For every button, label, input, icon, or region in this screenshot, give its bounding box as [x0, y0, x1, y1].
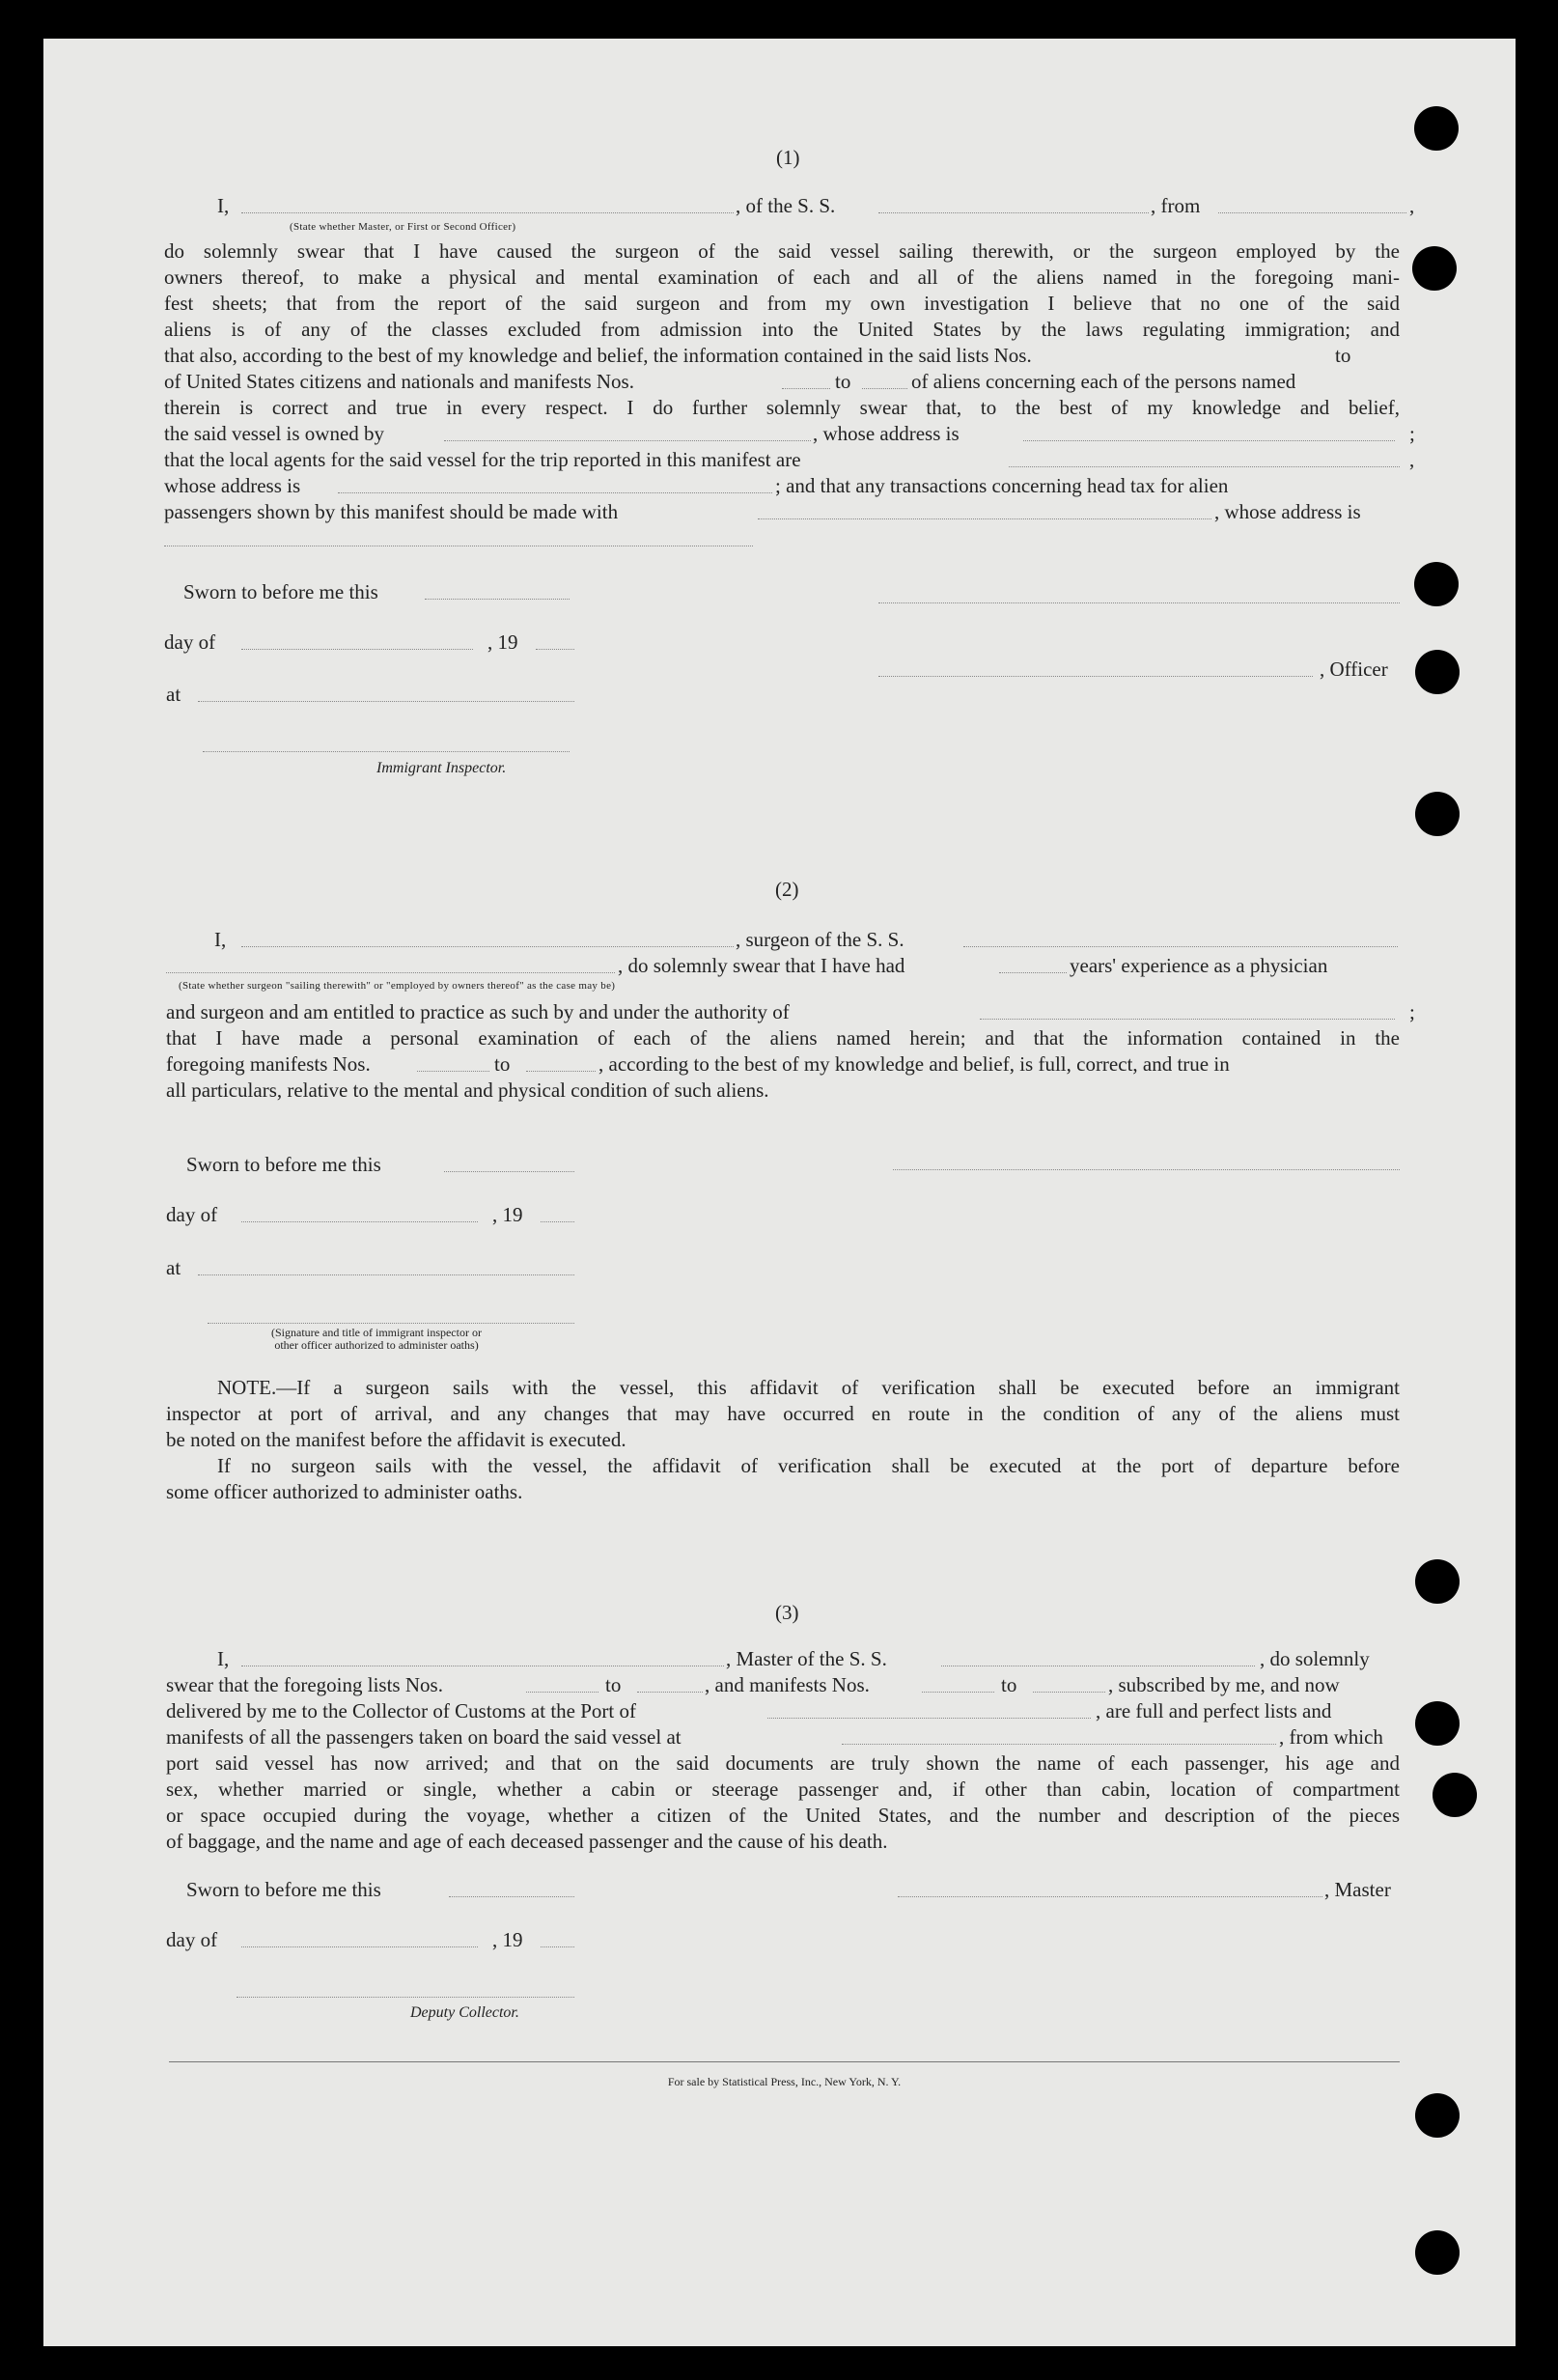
footer-rule	[169, 2061, 1400, 2062]
text-line: I,	[217, 194, 230, 217]
text-line: Sworn to before me this	[183, 580, 378, 603]
blank-line	[878, 212, 1149, 213]
text-line: day of	[166, 1203, 218, 1226]
note-line: be noted on the manifest before the affidavit is executed.	[166, 1428, 626, 1451]
signature-caption: (Signature and title of immigrant inspector or	[271, 1326, 482, 1339]
blank-line	[862, 388, 907, 389]
text-line: , 19	[492, 1203, 523, 1226]
text-line: therein is correct and true in every respect. I do further solemnly swear that, to the best of my knowledge and belief,	[164, 396, 1400, 419]
text-line: ,	[1409, 194, 1415, 217]
signature-line	[203, 751, 570, 752]
instruction-note: (State whether Master, or First or Second Officer)	[290, 221, 516, 233]
text-line: , of the S. S.	[736, 194, 836, 217]
signature-line	[893, 1169, 1400, 1170]
punch-hole	[1415, 650, 1460, 694]
printer-imprint: For sale by Statistical Press, Inc., New York, N. Y.	[667, 2075, 902, 2088]
text-line: at	[166, 683, 181, 706]
punch-hole	[1412, 246, 1457, 291]
text-line: ,	[1409, 448, 1415, 471]
blank-line	[444, 440, 811, 441]
blank-line	[338, 492, 772, 493]
text-line: , whose address is	[1214, 500, 1361, 523]
blank-line	[425, 599, 570, 600]
text-line: , whose address is	[813, 422, 960, 445]
blank-line	[1218, 212, 1406, 213]
blank-line	[878, 602, 1400, 603]
collector-label: Deputy Collector.	[410, 2004, 519, 2021]
blank-line	[1009, 466, 1400, 467]
instruction-note: (State whether surgeon "sailing therewith" or "employed by owners thereof" as the case may be)	[179, 980, 616, 992]
text-line: or space occupied during the voyage, whether a citizen of the United States, and the number and description of the pieces	[166, 1804, 1400, 1827]
text-line: to	[1335, 344, 1351, 367]
text-line: , Master of the S. S.	[726, 1647, 887, 1670]
blank-line	[842, 1744, 1276, 1745]
text-line: , 19	[492, 1928, 523, 1951]
text-line: delivered by me to the Collector of Customs at the Port of	[166, 1699, 636, 1722]
text-line: aliens is of any of the classes excluded from admission into the United States by the laws regulating immigration; and	[164, 318, 1400, 341]
text-line: to	[1001, 1673, 1017, 1696]
text-line: day of	[166, 1928, 218, 1951]
blank-line	[541, 1221, 574, 1222]
text-line: passengers shown by this manifest should be made with	[164, 500, 619, 523]
text-line: owners thereof, to make a physical and mental examination of each and all of the aliens named in the foregoing mani-	[164, 266, 1400, 289]
blank-line	[241, 1946, 478, 1947]
blank-line	[241, 946, 734, 947]
text-line: , are full and perfect lists and	[1096, 1699, 1332, 1722]
text-line: that the local agents for the said vessel for the trip reported in this manifest are	[164, 448, 801, 471]
section-number: (3)	[775, 1601, 799, 1624]
text-line: day of	[164, 630, 216, 654]
text-line: I,	[214, 928, 227, 951]
text-line: Sworn to before me this	[186, 1153, 381, 1176]
punch-hole	[1415, 2230, 1460, 2275]
text-line: swear that the foregoing lists Nos.	[166, 1673, 443, 1696]
blank-line	[526, 1692, 598, 1693]
text-line: Sworn to before me this	[186, 1878, 381, 1901]
note-line: some officer authorized to administer oaths.	[166, 1480, 523, 1503]
text-line: , Officer	[1320, 658, 1388, 681]
text-line: port said vessel has now arrived; and that on the said documents are truly shown the name of each passenger, his age and	[166, 1751, 1400, 1775]
blank-line	[980, 1019, 1395, 1020]
blank-line	[1023, 440, 1395, 441]
punch-hole	[1433, 1773, 1477, 1817]
text-line: at	[166, 1256, 181, 1279]
blank-line	[922, 1692, 994, 1693]
text-line: to	[835, 370, 851, 393]
signature-line	[208, 1323, 574, 1324]
text-line: whose address is	[164, 474, 301, 497]
text-line: I,	[217, 1647, 230, 1670]
blank-line	[526, 1071, 596, 1072]
text-line: ;	[1409, 1000, 1415, 1023]
blank-line	[417, 1071, 489, 1072]
blank-line	[767, 1718, 1091, 1719]
blank-line	[198, 1274, 574, 1275]
text-line: ;	[1409, 422, 1415, 445]
blank-line	[637, 1692, 703, 1693]
text-line: , and manifests Nos.	[705, 1673, 870, 1696]
blank-line	[536, 649, 574, 650]
section-number: (1)	[776, 146, 800, 169]
blank-line	[1033, 1692, 1105, 1693]
text-line: foregoing manifests Nos.	[166, 1052, 371, 1076]
text-line: of baggage, and the name and age of each deceased passenger and the cause of his death.	[166, 1830, 888, 1853]
signature-line	[898, 1896, 1322, 1897]
text-line: , Master	[1324, 1878, 1391, 1901]
inspector-label: Immigrant Inspector.	[376, 760, 507, 776]
text-line: , from	[1151, 194, 1201, 217]
note-line: If no surgeon sails with the vessel, the affidavit of verification shall be executed at the port of departure before	[217, 1454, 1400, 1477]
punch-hole	[1415, 2093, 1460, 2138]
text-line: that also, according to the best of my knowledge and belief, the information contained in the said lists Nos.	[164, 344, 1032, 367]
text-line: , according to the best of my knowledge and belief, is full, correct, and true in	[598, 1052, 1230, 1076]
text-line: , 19	[487, 630, 518, 654]
blank-line	[241, 1221, 478, 1222]
text-line: manifests of all the passengers taken on board the said vessel at	[166, 1725, 682, 1749]
text-line: fest sheets; that from the report of the said surgeon and from my own investigation I believe that no one of the said	[164, 292, 1400, 315]
punch-hole	[1415, 792, 1460, 836]
punch-hole	[1415, 1559, 1460, 1604]
blank-line	[241, 649, 473, 650]
blank-line	[541, 1946, 574, 1947]
blank-line	[782, 388, 830, 389]
text-line: , do solemnly	[1260, 1647, 1370, 1670]
signature-caption: other officer authorized to administer oaths)	[274, 1338, 479, 1352]
blank-line	[758, 518, 1211, 519]
text-line: years' experience as a physician	[1070, 954, 1328, 977]
punch-hole	[1414, 562, 1459, 606]
blank-line	[999, 972, 1067, 973]
blank-line	[449, 1896, 574, 1897]
text-line: , from which	[1279, 1725, 1383, 1749]
blank-line	[241, 212, 734, 213]
text-line: ; and that any transactions concerning head tax for alien	[775, 474, 1229, 497]
text-line: to	[494, 1052, 511, 1076]
text-line: of aliens concerning each of the persons named	[911, 370, 1296, 393]
note-line: NOTE.—If a surgeon sails with the vessel, this affidavit of verification shall be executed before an immigrant	[217, 1376, 1400, 1399]
text-line: of United States citizens and nationals and manifests Nos.	[164, 370, 634, 393]
text-line: do solemnly swear that I have caused the surgeon of the said vessel sailing therewith, or the surgeon employed by the	[164, 239, 1400, 263]
blank-line	[444, 1171, 574, 1172]
text-line: , do solemnly swear that I have had	[618, 954, 905, 977]
text-line: to	[605, 1673, 622, 1696]
punch-hole	[1414, 106, 1459, 151]
text-line: and surgeon and am entitled to practice as such by and under the authority of	[166, 1000, 790, 1023]
note-line: inspector at port of arrival, and any changes that may have occurred en route in the condition of any of the aliens must	[166, 1402, 1400, 1425]
signature-line	[236, 1997, 574, 1998]
section-number: (2)	[775, 878, 799, 901]
text-line: , surgeon of the S. S.	[736, 928, 904, 951]
text-line: the said vessel is owned by	[164, 422, 385, 445]
blank-line	[198, 701, 574, 702]
punch-hole	[1415, 1701, 1460, 1746]
text-line: all particulars, relative to the mental and physical condition of such aliens.	[166, 1078, 769, 1102]
signature-line	[878, 676, 1313, 677]
text-line: , subscribed by me, and now	[1108, 1673, 1340, 1696]
blank-line	[963, 946, 1398, 947]
text-line: sex, whether married or single, whether a cabin or steerage passenger and, if other than cabin, location of compartment	[166, 1778, 1400, 1801]
text-line: that I have made a personal examination of each of the aliens named herein; and that the information contained in the	[166, 1026, 1400, 1050]
